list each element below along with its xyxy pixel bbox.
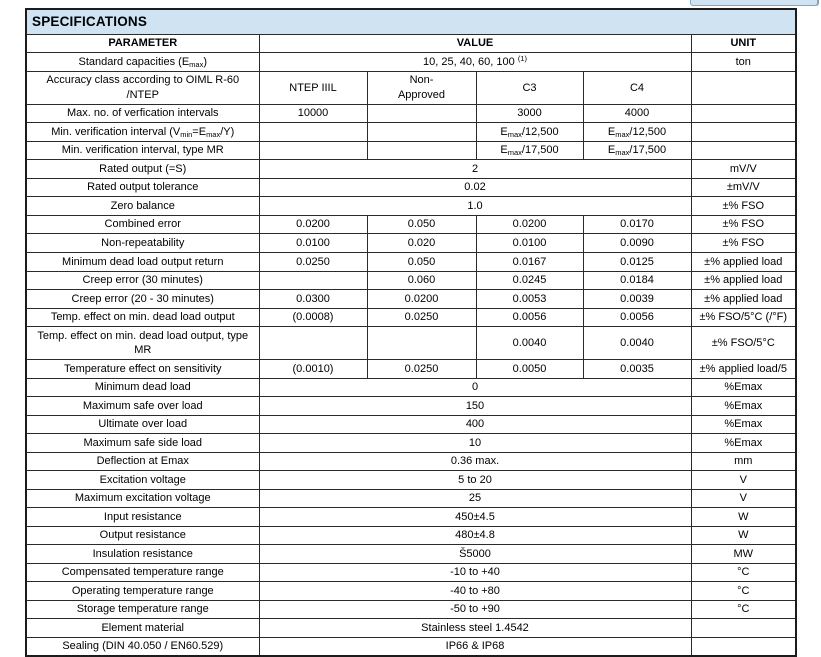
value-cell: 4000 [583,104,691,123]
value-span-cell: 10 [259,434,691,453]
value-cell: 0.0184 [583,271,691,290]
parameter-cell: Max. no. of verfication intervals [26,104,259,123]
value-cell: 0.0250 [367,360,476,379]
value-cell: (0.0008) [259,308,367,327]
table-row [26,619,796,638]
unit-cell: °C [691,582,796,601]
unit-cell: ±% applied load [691,290,796,309]
table-row [26,178,796,197]
table-row [26,197,796,216]
table-row [26,397,796,416]
parameter-cell: Minimum dead load [26,378,259,397]
unit-cell: ±% applied load [691,253,796,272]
unit-cell: V [691,471,796,490]
unit-cell: °C [691,563,796,582]
value-cell [259,141,367,160]
value-span-cell: 2 [259,160,691,179]
parameter-cell: Deflection at Emax [26,452,259,471]
value-cell: 0.0250 [367,308,476,327]
table-row [26,508,796,527]
value-cell: 0.0245 [476,271,583,290]
value-cell: $E_{max}/17,500$ [476,141,583,160]
unit-cell [691,637,796,656]
unit-cell: ±% FSO [691,234,796,253]
unit-cell [691,619,796,638]
value-span-cell: 1.0 [259,197,691,216]
table-row [26,582,796,601]
parameter-cell: Operating temperature range [26,582,259,601]
unit-cell: mm [691,452,796,471]
table-row [26,471,796,490]
value-span-cell: IP66 & IP68 [259,637,691,656]
value-cell [259,327,367,360]
unit-cell: mV/V [691,160,796,179]
table-row [26,308,796,327]
value-cell: 0.0039 [583,290,691,309]
value-cell: Non- Approved [367,71,476,104]
value-cell: C3 [476,71,583,104]
value-cell: 0.0125 [583,253,691,272]
table-row [26,71,796,104]
parameter-cell: Input resistance [26,508,259,527]
value-span-cell: 480±4.8 [259,526,691,545]
value-span-cell: Stainless steel 1.4542 [259,619,691,638]
value-span-cell: 0.02 [259,178,691,197]
unit-cell: ±% FSO/5°C [691,327,796,360]
value-span-cell: 150 [259,397,691,416]
value-cell: 0.0056 [583,308,691,327]
table-row [26,53,796,72]
value-cell: 0.060 [367,271,476,290]
unit-cell: °C [691,600,796,619]
value-cell: 3000 [476,104,583,123]
table-row [26,526,796,545]
value-cell: 0.0040 [476,327,583,360]
column-header-unit: UNIT [691,34,796,53]
unit-cell [691,71,796,104]
parameter-cell: Maximum excitation voltage [26,489,259,508]
value-cell [259,271,367,290]
parameter-cell: Storage temperature range [26,600,259,619]
value-cell: NTEP IIIL [259,71,367,104]
value-cell: 0.020 [367,234,476,253]
unit-cell [691,104,796,123]
unit-cell: W [691,508,796,527]
column-header-value: VALUE [259,34,691,53]
value-cell: 0.0035 [583,360,691,379]
value-cell: $E_{max}/12,500$ [583,123,691,142]
parameter-cell: Min. verification interval, type MR [26,141,259,160]
table-row [26,434,796,453]
parameter-cell: Rated output (=S) [26,160,259,179]
unit-cell: ±% FSO [691,215,796,234]
value-cell: 0.0056 [476,308,583,327]
value-cell: 0.0200 [367,290,476,309]
value-span-cell: 10, 25, 40, 60, 100 $^{(1)}$ [259,53,691,72]
unit-cell: %Emax [691,378,796,397]
value-cell: 0.0167 [476,253,583,272]
table-row [26,489,796,508]
value-cell: C4 [583,71,691,104]
parameter-cell: Ultimate over load [26,415,259,434]
parameter-cell: Output resistance [26,526,259,545]
value-span-cell: 0 [259,378,691,397]
parameter-cell: Sealing (DIN 40.050 / EN60.529) [26,637,259,656]
value-cell: 0.050 [367,215,476,234]
unit-cell: %Emax [691,415,796,434]
value-cell: 0.0250 [259,253,367,272]
table-row [26,253,796,272]
table-row [26,600,796,619]
value-cell: 0.0300 [259,290,367,309]
unit-cell [691,123,796,142]
parameter-cell: Rated output tolerance [26,178,259,197]
value-span-cell: 25 [259,489,691,508]
parameter-cell: Maximum safe over load [26,397,259,416]
table-row [26,104,796,123]
value-cell: 0.050 [367,253,476,272]
table-row [26,545,796,564]
value-cell: 0.0050 [476,360,583,379]
parameter-cell: Standard capacities $(E_{max})$ [26,53,259,72]
value-span-cell: 0.36 max. [259,452,691,471]
parameter-cell: Element material [26,619,259,638]
value-cell: 0.0200 [476,215,583,234]
value-cell [259,123,367,142]
table-row [26,415,796,434]
value-cell: $E_{max}/17,500$ [583,141,691,160]
table-row [26,360,796,379]
parameter-cell: Creep error (30 minutes) [26,271,259,290]
unit-cell: ton [691,53,796,72]
value-cell: 0.0040 [583,327,691,360]
unit-cell: %Emax [691,434,796,453]
parameter-cell: Creep error (20 - 30 minutes) [26,290,259,309]
value-cell: 0.0100 [259,234,367,253]
parameter-cell: Excitation voltage [26,471,259,490]
value-cell [367,123,476,142]
unit-cell: %Emax [691,397,796,416]
parameter-cell: Temp. effect on min. dead load output [26,308,259,327]
column-header-row [26,34,796,53]
table-row [26,215,796,234]
parameter-cell: Minimum dead load output return [26,253,259,272]
value-cell: 0.0200 [259,215,367,234]
unit-cell [691,141,796,160]
table-row [26,563,796,582]
value-cell: 0.0100 [476,234,583,253]
parameter-cell: Non-repeatability [26,234,259,253]
value-cell: 0.0170 [583,215,691,234]
unit-cell: ±% FSO/5°C (/°F) [691,308,796,327]
value-cell: 0.0090 [583,234,691,253]
section-header-row [26,9,796,34]
parameter-cell: Combined error [26,215,259,234]
table-row [26,234,796,253]
unit-cell: ±mV/V [691,178,796,197]
value-cell: $E_{max}/12,500$ [476,123,583,142]
value-cell [367,327,476,360]
table-row [26,637,796,656]
cropped-section-header-sliver [690,0,818,6]
value-cell: (0.0010) [259,360,367,379]
table-row [26,141,796,160]
column-header-parameter: PARAMETER [26,34,259,53]
value-span-cell: -10 to +40 [259,563,691,582]
specifications-table [25,8,797,657]
parameter-cell: Maximum safe side load [26,434,259,453]
value-span-cell: -40 to +80 [259,582,691,601]
unit-cell: V [691,489,796,508]
parameter-cell: Temp. effect on min. dead load output, type MR [26,327,259,360]
unit-cell: ±% FSO [691,197,796,216]
table-row [26,123,796,142]
parameter-cell: Min. verification interval $(V_{min}=E_{max}/Y)$ [26,123,259,142]
table-row [26,271,796,290]
parameter-cell: Insulation resistance [26,545,259,564]
value-cell [367,104,476,123]
section-title: SPECIFICATIONS [26,9,796,34]
table-row [26,452,796,471]
value-cell: 10000 [259,104,367,123]
spec-table-body [26,53,796,657]
parameter-cell: Zero balance [26,197,259,216]
unit-cell: W [691,526,796,545]
table-row [26,378,796,397]
value-cell [367,141,476,160]
value-span-cell: -50 to +90 [259,600,691,619]
specifications-table-container [25,8,795,657]
value-span-cell: 5 to 20 [259,471,691,490]
unit-cell: ±% applied load/5 [691,360,796,379]
parameter-cell: Temperature effect on sensitivity [26,360,259,379]
value-span-cell: Š5000 [259,545,691,564]
table-row [26,290,796,309]
value-span-cell: 400 [259,415,691,434]
unit-cell: ±% applied load [691,271,796,290]
unit-cell: MW [691,545,796,564]
value-cell: 0.0053 [476,290,583,309]
parameter-cell: Accuracy class according to OIML R-60 /NTEP [26,71,259,104]
value-span-cell: 450±4.5 [259,508,691,527]
table-row [26,327,796,360]
parameter-cell: Compensated temperature range [26,563,259,582]
table-row [26,160,796,179]
